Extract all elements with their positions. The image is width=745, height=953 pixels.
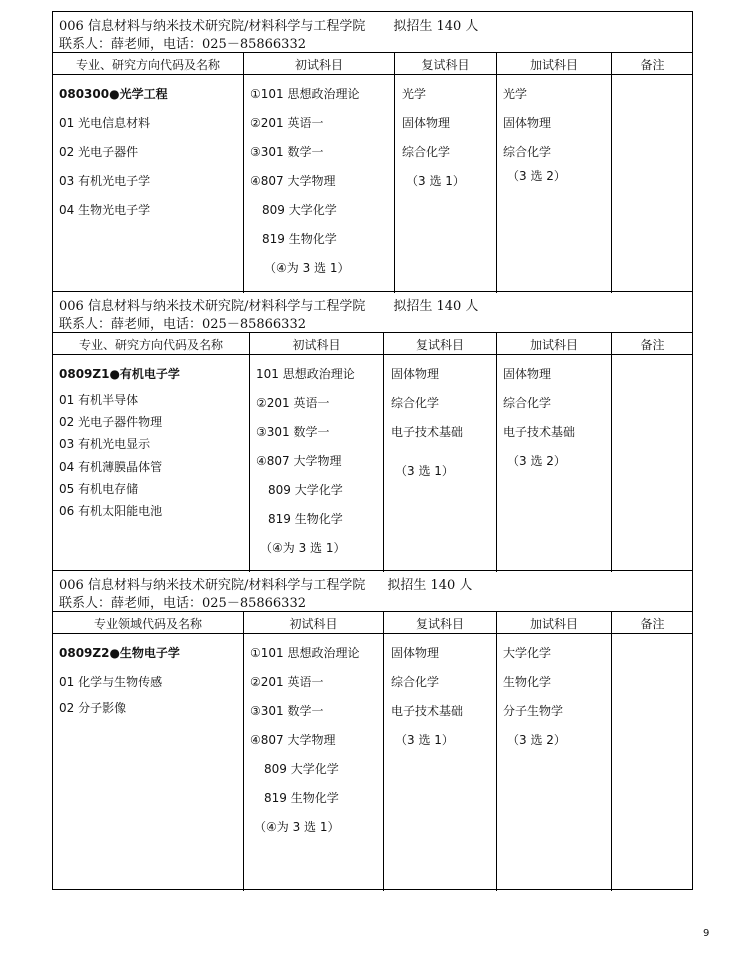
column-header-row: [53, 53, 692, 75]
exam-subject: 809 大学化学: [268, 483, 343, 497]
retest-subject: 综合化学: [391, 675, 440, 689]
retest-subject: 电子技术基础: [391, 704, 464, 718]
retest-subject: 固体物理: [391, 367, 440, 381]
direction-item: 02 光电子器件物理: [59, 415, 163, 429]
major-title: 0809Z2●生物电子学: [59, 646, 180, 660]
contact-text: 联系人：薛老师，电话：025－85866332: [59, 596, 306, 611]
retest-cell: [402, 85, 465, 201]
retest-subject: 综合化学: [402, 145, 451, 159]
exam-subject: 809 大学化学: [262, 203, 337, 217]
col-header-note: 备注: [640, 58, 665, 72]
extra-subject: 大学化学: [503, 646, 552, 660]
major-cell: [59, 85, 168, 230]
column-header-row: [53, 612, 692, 634]
extra-subject: 固体物理: [503, 116, 552, 130]
col-header-retest: 复试科目: [415, 338, 464, 352]
major-title: 080300●光学工程: [59, 87, 168, 101]
exam-subject: ②201 英语一: [250, 675, 324, 689]
direction-item: 02 分子影像: [59, 701, 127, 715]
quota-text: 拟招生 140 人: [393, 299, 479, 314]
column-header-row: [53, 333, 692, 355]
extra-subject: 生物化学: [503, 675, 552, 689]
extra-cell: [503, 365, 575, 481]
section-header: [53, 571, 692, 612]
retest-subject: 固体物理: [391, 646, 440, 660]
major-title: 0809Z1●有机电子学: [59, 367, 180, 381]
exam-subject: ②201 英语一: [256, 396, 330, 410]
col-header-note: 备注: [640, 338, 665, 352]
institute-name: 006 信息材料与纳米技术研究院/材料科学与工程学院: [59, 578, 366, 593]
direction-item: 04 有机薄膜晶体管: [59, 460, 163, 474]
extra-note: （3 选 2）: [507, 169, 566, 183]
institute-name: 006 信息材料与纳米技术研究院/材料科学与工程学院: [59, 19, 366, 34]
col-header-note: 备注: [640, 617, 665, 631]
direction-item: 01 光电信息材料: [59, 116, 151, 130]
major-cell: [59, 365, 180, 524]
exam-subject: ①101 思想政治理论: [250, 646, 360, 660]
extra-subject: 综合化学: [503, 145, 552, 159]
exam-subject: 809 大学化学: [264, 762, 339, 776]
retest-cell: [391, 644, 463, 760]
extra-subject: 固体物理: [503, 367, 552, 381]
direction-item: 04 生物光电子学: [59, 203, 151, 217]
exam-cell: [250, 644, 359, 847]
direction-item: 02 光电子器件: [59, 145, 139, 159]
col-header-major: 专业、研究方向代码及名称: [75, 58, 220, 72]
direction-item: 03 有机光电子学: [59, 174, 151, 188]
contact-text: 联系人：薛老师，电话：025－85866332: [59, 37, 306, 52]
col-header-retest: 复试科目: [421, 58, 470, 72]
retest-subject: 综合化学: [391, 396, 440, 410]
exam-cell: [256, 365, 355, 568]
col-header-retest: 复试科目: [415, 617, 464, 631]
exam-note: （④为 3 选 1）: [260, 541, 346, 555]
exam-subject: ②201 英语一: [250, 116, 324, 130]
contact-text: 联系人：薛老师，电话：025－85866332: [59, 317, 306, 332]
institute-name: 006 信息材料与纳米技术研究院/材料科学与工程学院: [59, 299, 366, 314]
content-row: [53, 355, 692, 572]
retest-subject: 光学: [402, 87, 427, 101]
col-header-major: 专业、研究方向代码及名称: [78, 338, 223, 352]
exam-subject: ③301 数学一: [250, 704, 324, 718]
retest-note: （3 选 1）: [406, 174, 465, 188]
retest-note: （3 选 1）: [395, 733, 454, 747]
retest-note: （3 选 1）: [395, 464, 454, 478]
quota-text: 拟招生 140 人: [393, 19, 479, 34]
exam-subject: ①101 思想政治理论: [250, 87, 360, 101]
exam-note: （④为 3 选 1）: [264, 261, 350, 275]
exam-subject: ④807 大学物理: [250, 733, 336, 747]
extra-subject: 综合化学: [503, 396, 552, 410]
section-header: [53, 292, 692, 333]
table-bottom-border: [52, 889, 693, 890]
major-cell: [59, 644, 180, 725]
admission-section-2: [52, 291, 693, 571]
exam-subject: 101 思想政治理论: [256, 367, 355, 381]
exam-note: （④为 3 选 1）: [254, 820, 340, 834]
direction-item: 01 有机半导体: [59, 393, 139, 407]
page-number: 9: [703, 928, 710, 939]
content-row: [53, 75, 692, 293]
direction-item: 05 有机电存储: [59, 482, 139, 496]
extra-note: （3 选 2）: [507, 733, 566, 747]
col-header-extra: 加试科目: [529, 617, 578, 631]
retest-subject: 固体物理: [402, 116, 451, 130]
quota-text: 拟招生 140 人: [387, 578, 473, 593]
exam-subject: 819 生物化学: [262, 232, 337, 246]
col-header-exam: 初试科目: [292, 338, 341, 352]
retest-cell: [391, 365, 463, 491]
col-header-exam: 初试科目: [294, 58, 343, 72]
direction-item: 03 有机光电显示: [59, 437, 151, 451]
col-header-exam: 初试科目: [289, 617, 338, 631]
exam-subject: 819 生物化学: [264, 791, 339, 805]
exam-subject: ③301 数学一: [250, 145, 324, 159]
extra-subject: 电子技术基础: [503, 425, 576, 439]
extra-cell: [503, 85, 566, 196]
retest-subject: 电子技术基础: [391, 425, 464, 439]
extra-note: （3 选 2）: [507, 454, 566, 468]
exam-subject: ④807 大学物理: [256, 454, 342, 468]
exam-subject: ④807 大学物理: [250, 174, 336, 188]
col-header-extra: 加试科目: [529, 58, 578, 72]
exam-subject: ③301 数学一: [256, 425, 330, 439]
extra-subject: 分子生物学: [503, 704, 564, 718]
admission-section-1: [52, 11, 693, 292]
direction-item: 06 有机太阳能电池: [59, 504, 163, 518]
admission-section-3: [52, 570, 693, 890]
content-row: [53, 634, 692, 891]
direction-item: 01 化学与生物传感: [59, 675, 163, 689]
extra-cell: [503, 644, 566, 760]
exam-subject: 819 生物化学: [268, 512, 343, 526]
col-header-extra: 加试科目: [529, 338, 578, 352]
col-header-major: 专业领域代码及名称: [93, 617, 202, 631]
exam-cell: [250, 85, 359, 288]
section-header: [53, 12, 692, 53]
extra-subject: 光学: [503, 87, 528, 101]
